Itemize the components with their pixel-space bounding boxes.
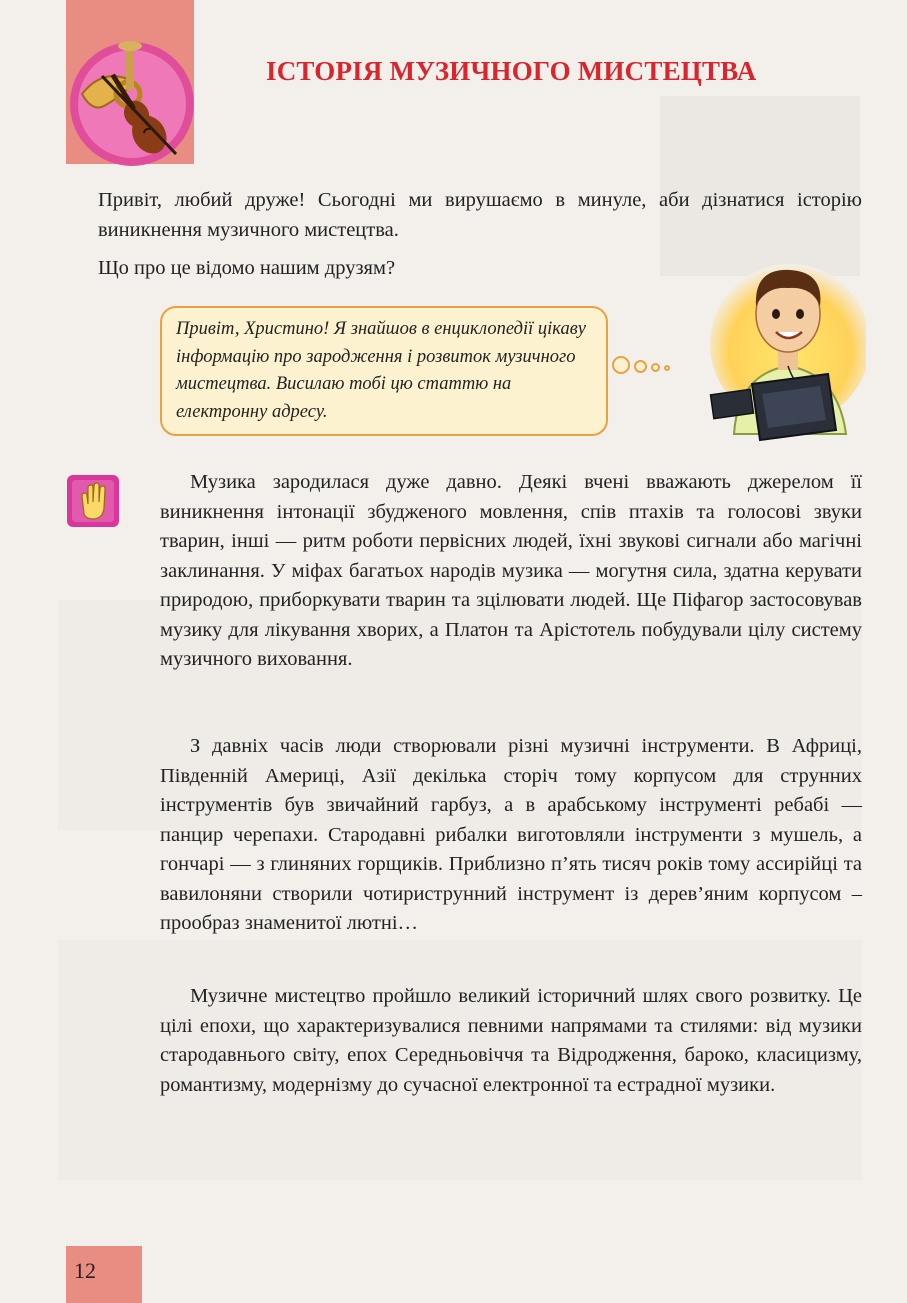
speech-bubble xyxy=(160,306,608,436)
article-paragraph-1: Музика зародилася дуже давно. Деякі вчені вважають джерелом її виникнення інтонації збудженого мовлення, спів птахів та голосові звуки тварин, інші — ритм роботи первісних людей, їхні звукові сигнали або магічні заклинання. У міфах багатьох народів музика — могутня сила, здатна керувати природою, приборкувати тварин та зцілювати людей. Ще Піфагор застосовував музику для лікування хворих, а Платон та Арістотель побудували цілу систему музичного виховання. xyxy=(160,471,862,670)
thought-dot xyxy=(651,363,660,372)
article-paragraph-2: З давніх часів люди створювали різні музичні інструменти. В Африці, Південній Америці, Азії декілька сторіч тому корпусом для струнних інструментів був звичайний гарбуз, а в арабському інструменті ребабі — панцир черепахи. Стародавні рибалки виготовляли інструменти з мушель, а гончарі — з глиняних горщиків. Приблизно п’ять тисяч років тому ассирійці та вавилоняни створили чотириструнний інструмент із дерев’яним корпусом – прообраз знаменитої лютні… xyxy=(160,735,862,934)
intro-text: Привіт, любий друже! Сьогодні ми вирушаємо в минуле, аби дізнатися історію виникнення музичного мистецтва. xyxy=(98,189,862,241)
music-instruments-emblem-icon xyxy=(64,36,200,172)
intro-question: Що про це відомо нашим друзям? xyxy=(98,257,396,279)
thought-dot xyxy=(664,365,670,371)
speech-bubble-text: Привіт, Христино! Я знайшов в енциклопедії цікаву інформацію про зародження і розвиток музичного мистецтва. Висилаю тобі цю статтю на електронну адресу. xyxy=(176,319,586,422)
page-title: ІСТОРІЯ МУЗИЧНОГО МИСТЕЦТВА xyxy=(266,56,757,86)
article-paragraph-3: Музичне мистецтво пройшло великий історичний шлях свого розвитку. Це цілі епохи, що характеризувалися певними напрямами та стилями: від музики стародавнього світу, епох Середньовіччя та Відродження, бароко, класицизму, романтизму, модернізму до сучасної електронної та естрадної музики. xyxy=(160,985,862,1096)
thought-dot xyxy=(634,360,647,373)
thought-dot xyxy=(612,356,630,374)
boy-with-laptop-illustration xyxy=(708,234,866,454)
page-number: 12 xyxy=(74,1258,96,1283)
raised-hand-icon xyxy=(66,474,120,528)
